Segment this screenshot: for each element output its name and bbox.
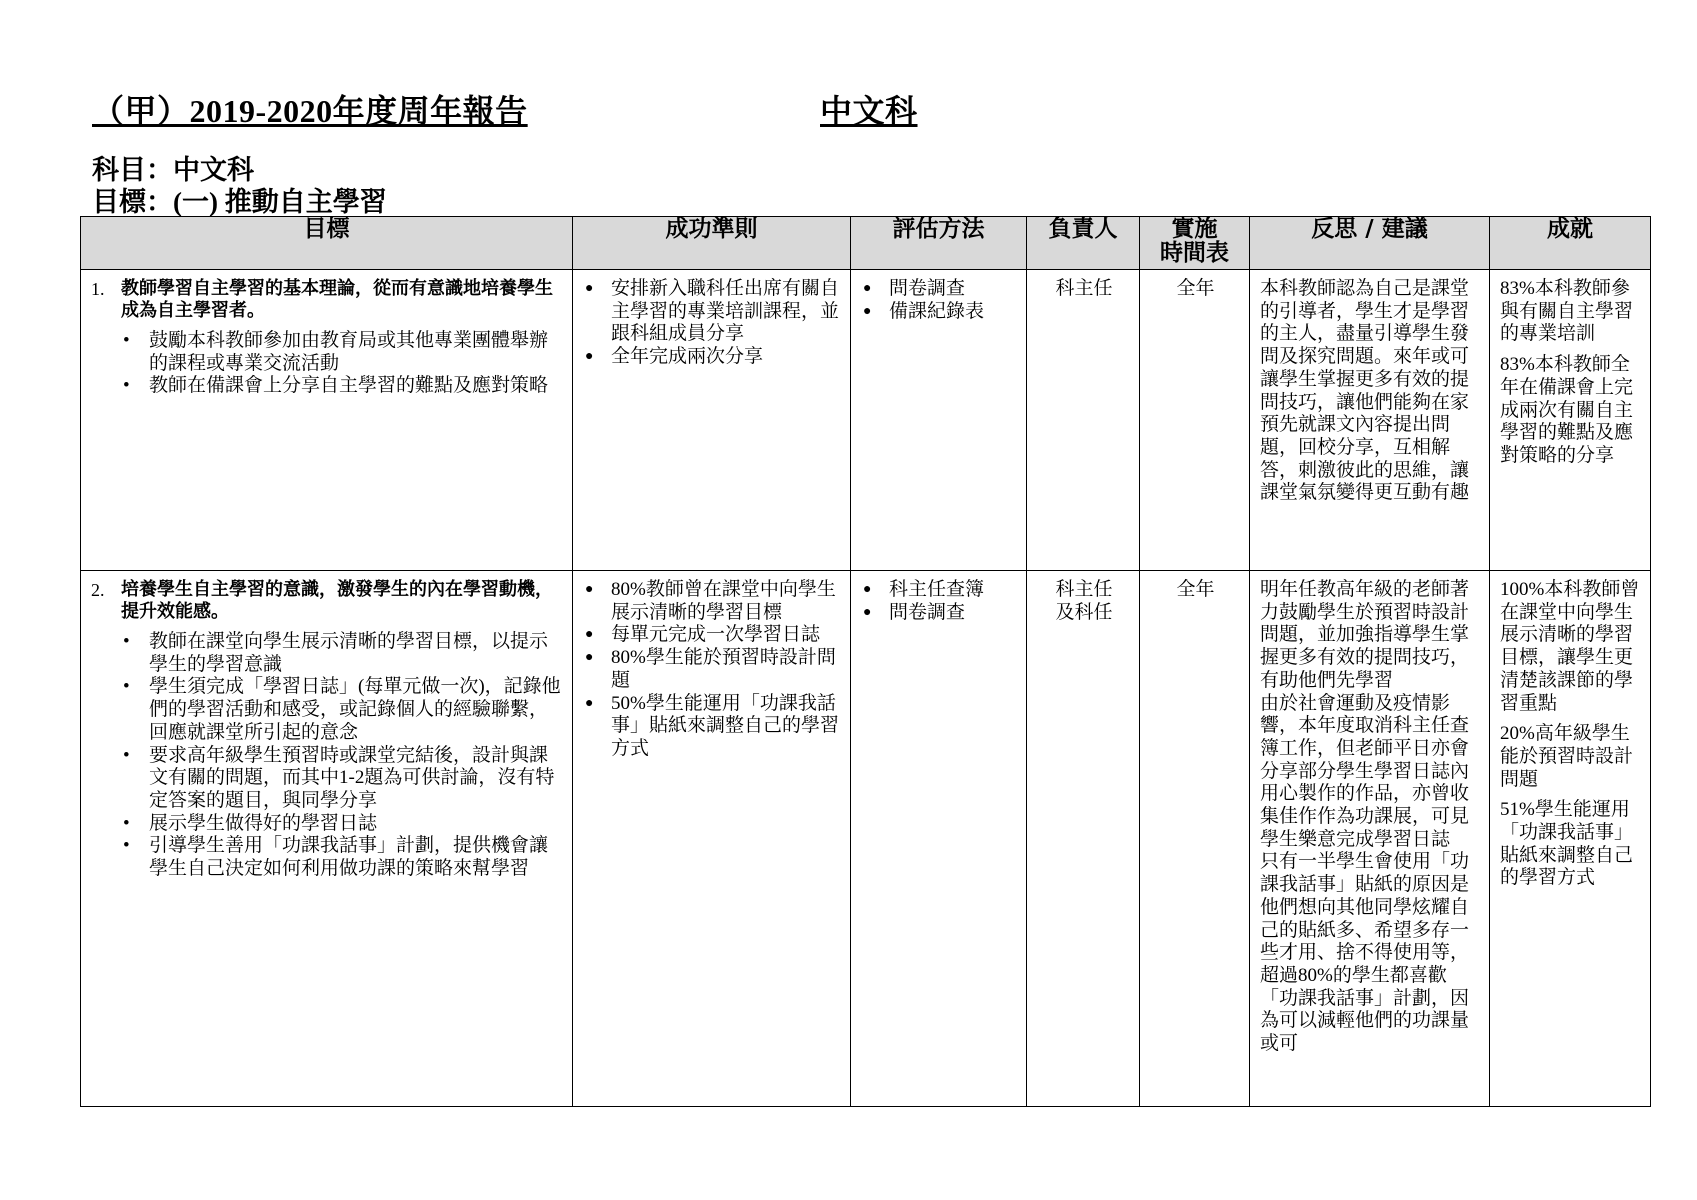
achievement-text: 83%本科教師參與有關自主學習的專業培訓 bbox=[1500, 278, 1634, 345]
table-header-row bbox=[81, 217, 1651, 270]
achievement-text: 83%本科教師全年在備課會上完成兩次有關自主學習的難點及應對策略的分享 bbox=[1500, 354, 1634, 466]
strategy-list bbox=[91, 631, 564, 881]
list-item: • 要求高年級學生預習時或課堂完結後，設計與課文有關的問題，而其中1-2題為可供討論，沒有特定答案的題目，與同學分享 bbox=[149, 745, 564, 813]
column-header-achievement: 成就 bbox=[1490, 217, 1651, 270]
goal-number: 1. bbox=[91, 279, 105, 299]
reflection-text: 明年任教高年級的老師著力鼓勵學生於預習時設計問題，並加強指導學生掌握更多有效的提問技巧，有助他們先學習 bbox=[1260, 579, 1470, 691]
list-item: ● 80%教師曾在課堂中向學生展示清晰的學習目標 bbox=[611, 579, 842, 624]
goal-line: 目標：(一) 推動自主學習 bbox=[92, 187, 387, 217]
achievement-text: 51%學生能運用「功課我話事」貼紙來調整自己的學習方式 bbox=[1500, 799, 1634, 889]
reflection-text: 由於社會運動及疫情影響，本年度取消科主任查簿工作，但老師平日亦會分享部分學生學習日誌內用心製作的作品，亦曾收集佳作作為功課展，可見學生樂意完成學習日誌 bbox=[1260, 692, 1470, 850]
list-item: ● 50%學生能運用「功課我話事」貼紙來調整自己的學習方式 bbox=[611, 693, 842, 761]
reflection-text: 只有一半學生會使用「功課我話事」貼紙的原因是他們想向其他同學炫耀自己的貼紙多、希望多存一些才用、捨不得使用等，超過80%的學生都喜歡「功課我話事」計劃，因為可以減輕他們的功課量或可 bbox=[1260, 851, 1470, 1055]
list-item: • 學生須完成「學習日誌」(每單元做一次)，記錄他們的學習活動和感受，或記錄個人的經驗聯繫，回應就課堂所引起的意念 bbox=[149, 676, 564, 744]
column-header-timeline: 實施 時間表 bbox=[1140, 217, 1250, 270]
reflection-cell bbox=[1250, 270, 1490, 571]
list-item: • 展示學生做得好的學習日誌 bbox=[149, 813, 564, 836]
criteria-cell bbox=[573, 270, 851, 571]
list-item: ● 安排新入職科任出席有關自主學習的專業培訓課程，並跟科組成員分享 bbox=[611, 278, 842, 346]
method-cell bbox=[851, 270, 1027, 571]
goal-cell bbox=[81, 571, 573, 1107]
list-item: ● 科主任查簿 bbox=[889, 579, 1018, 602]
goal-number: 2. bbox=[91, 580, 105, 600]
goal-text: 教師學習自主學習的基本理論，從而有意識地培養學生成為自主學習者。 bbox=[121, 278, 553, 321]
goal-cell bbox=[81, 270, 573, 571]
timeline-cell: 全年 bbox=[1140, 571, 1250, 1107]
column-header-reflection: 反思 / 建議 bbox=[1250, 217, 1490, 270]
report-header bbox=[92, 86, 1657, 129]
table-row bbox=[81, 571, 1651, 1107]
list-item: ● 備課紀錄表 bbox=[889, 301, 1018, 324]
list-item: ● 問卷調查 bbox=[889, 278, 1018, 301]
achievement-cell bbox=[1490, 270, 1651, 571]
annual-report-table bbox=[80, 216, 1651, 1107]
subject-title: 中文科 bbox=[820, 93, 918, 129]
achievement-text: 20%高年級學生能於預習時設計問題 bbox=[1500, 723, 1634, 790]
column-header-method: 評估方法 bbox=[851, 217, 1027, 270]
person-cell: 科主任 及科任 bbox=[1027, 571, 1140, 1107]
column-header-person: 負責人 bbox=[1027, 217, 1140, 270]
list-item: • 教師在備課會上分享自主學習的難點及應對策略 bbox=[149, 375, 564, 398]
reflection-cell bbox=[1250, 571, 1490, 1107]
person-cell: 科主任 bbox=[1027, 270, 1140, 571]
achievement-text: 100%本科教師曾在課堂中向學生展示清晰的學習目標，讓學生更清楚該課節的學習重點 bbox=[1500, 579, 1640, 714]
report-title: （甲）2019-2020年度周年報告 bbox=[92, 93, 528, 129]
column-header-goal: 目標 bbox=[81, 217, 573, 270]
table-row bbox=[81, 270, 1651, 571]
method-cell bbox=[851, 571, 1027, 1107]
list-item: ● 每單元完成一次學習日誌 bbox=[611, 624, 842, 647]
reflection-text: 本科教師認為自己是課堂的引導者，學生才是學習的主人，盡量引導學生發問及探究問題。來年或可讓學生掌握更多有效的提問技巧，讓他們能夠在家預先就課文內容提出問題，回校分享，互相解答，刺激彼此的思維，讓課堂氣氛變得更互動有趣 bbox=[1260, 278, 1470, 504]
list-item: ● 問卷調查 bbox=[889, 602, 1018, 625]
list-item: • 引導學生善用「功課我話事」計劃，提供機會讓學生自己決定如何利用做功課的策略來幫學習 bbox=[149, 835, 564, 880]
list-item: • 教師在課堂向學生展示清晰的學習目標，以提示學生的學習意識 bbox=[149, 631, 564, 676]
list-item: ● 80%學生能於預習時設計問題 bbox=[611, 647, 842, 692]
criteria-cell bbox=[573, 571, 851, 1107]
timeline-cell: 全年 bbox=[1140, 270, 1250, 571]
achievement-cell bbox=[1490, 571, 1651, 1107]
goal-text: 培養學生自主學習的意識，激發學生的內在學習動機，提升效能感。 bbox=[121, 579, 553, 622]
column-header-criteria: 成功準則 bbox=[573, 217, 851, 270]
list-item: • 鼓勵本科教師參加由教育局或其他專業團體舉辦的課程或專業交流活動 bbox=[149, 330, 564, 375]
list-item: ● 全年完成兩次分享 bbox=[611, 346, 842, 369]
strategy-list bbox=[91, 330, 564, 398]
subject-line: 科目：中文科 bbox=[92, 155, 254, 185]
